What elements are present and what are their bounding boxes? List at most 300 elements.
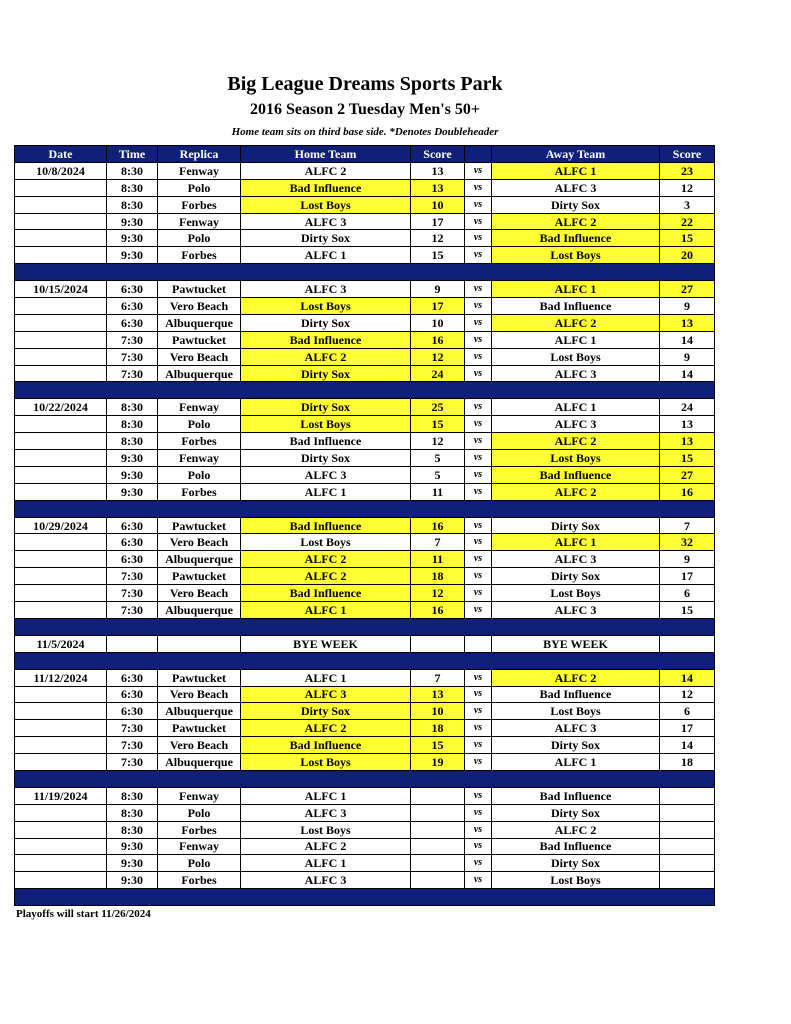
game-row	[15, 686, 715, 703]
home-team-cell: Dirty Sox	[241, 399, 411, 416]
vs-cell: vs	[465, 179, 492, 196]
game-row	[15, 568, 715, 585]
home-score-cell: 5	[411, 466, 465, 483]
home-score-cell: 12	[411, 230, 465, 247]
date-cell	[15, 314, 107, 331]
away-score-cell: 14	[660, 365, 715, 382]
replica-cell: Pawtucket	[158, 331, 241, 348]
away-score-cell	[660, 787, 715, 804]
vs-cell: vs	[465, 737, 492, 754]
away-score-cell: 6	[660, 703, 715, 720]
replica-cell: Polo	[158, 855, 241, 872]
time-cell: 8:30	[107, 162, 158, 179]
home-score-cell: 15	[411, 737, 465, 754]
away-score-cell: 16	[660, 483, 715, 500]
date-cell: 11/5/2024	[15, 635, 107, 652]
home-score-cell: 12	[411, 585, 465, 602]
vs-cell	[465, 635, 492, 652]
home-team-cell: Dirty Sox	[241, 365, 411, 382]
home-team-cell: Dirty Sox	[241, 703, 411, 720]
week-separator	[15, 264, 715, 281]
home-team-cell: ALFC 3	[241, 872, 411, 889]
time-cell: 7:30	[107, 365, 158, 382]
replica-cell: Vero Beach	[158, 737, 241, 754]
away-team-cell: Bad Influence	[492, 787, 660, 804]
replica-cell: Polo	[158, 466, 241, 483]
away-team-cell: Lost Boys	[492, 450, 660, 467]
schedule-table	[14, 145, 715, 906]
away-team-cell: ALFC 1	[492, 281, 660, 298]
game-row	[15, 585, 715, 602]
game-row	[15, 433, 715, 450]
home-team-cell: ALFC 2	[241, 162, 411, 179]
date-cell	[15, 483, 107, 500]
home-score-cell: 12	[411, 433, 465, 450]
col-replica: Replica	[158, 146, 241, 163]
date-cell: 10/22/2024	[15, 399, 107, 416]
away-score-cell: 9	[660, 298, 715, 315]
playoffs-note: Playoffs will start 11/26/2024	[16, 908, 151, 920]
away-score-cell: 14	[660, 331, 715, 348]
home-team-cell: ALFC 3	[241, 281, 411, 298]
home-team-cell: Bad Influence	[241, 433, 411, 450]
date-cell	[15, 196, 107, 213]
date-cell: 10/15/2024	[15, 281, 107, 298]
game-row	[15, 754, 715, 771]
date-cell	[15, 213, 107, 230]
game-row	[15, 838, 715, 855]
replica-cell: Albuquerque	[158, 602, 241, 619]
vs-cell: vs	[465, 433, 492, 450]
away-score-cell	[660, 821, 715, 838]
home-team-cell: ALFC 3	[241, 213, 411, 230]
away-score-cell: 13	[660, 314, 715, 331]
vs-cell: vs	[465, 196, 492, 213]
date-cell	[15, 230, 107, 247]
away-team-cell: Lost Boys	[492, 703, 660, 720]
replica-cell: Vero Beach	[158, 686, 241, 703]
away-team-cell: ALFC 3	[492, 720, 660, 737]
game-row	[15, 230, 715, 247]
away-score-cell: 3	[660, 196, 715, 213]
home-team-cell: Bad Influence	[241, 585, 411, 602]
away-score-cell: 7	[660, 517, 715, 534]
vs-cell: vs	[465, 213, 492, 230]
home-team-cell: Bad Influence	[241, 179, 411, 196]
away-score-cell: 32	[660, 534, 715, 551]
game-row	[15, 669, 715, 686]
away-team-cell: ALFC 2	[492, 669, 660, 686]
away-score-cell: 17	[660, 568, 715, 585]
home-team-cell: ALFC 1	[241, 247, 411, 264]
col-vs	[465, 146, 492, 163]
game-row	[15, 821, 715, 838]
vs-cell: vs	[465, 450, 492, 467]
home-score-cell: 13	[411, 686, 465, 703]
home-team-cell: Bad Influence	[241, 737, 411, 754]
separator-bar	[15, 652, 715, 669]
home-team-cell: Lost Boys	[241, 298, 411, 315]
replica-cell: Forbes	[158, 433, 241, 450]
away-score-cell: 9	[660, 348, 715, 365]
home-score-cell	[411, 635, 465, 652]
date-cell	[15, 179, 107, 196]
vs-cell: vs	[465, 534, 492, 551]
home-team-cell: ALFC 2	[241, 720, 411, 737]
time-cell: 8:30	[107, 433, 158, 450]
date-cell	[15, 348, 107, 365]
home-score-cell: 18	[411, 720, 465, 737]
replica-cell: Polo	[158, 230, 241, 247]
game-row	[15, 331, 715, 348]
time-cell: 7:30	[107, 348, 158, 365]
vs-cell: vs	[465, 298, 492, 315]
vs-cell: vs	[465, 230, 492, 247]
game-row	[15, 466, 715, 483]
vs-cell: vs	[465, 602, 492, 619]
time-cell: 7:30	[107, 602, 158, 619]
vs-cell: vs	[465, 703, 492, 720]
week-separator	[15, 770, 715, 787]
vs-cell: vs	[465, 162, 492, 179]
game-row	[15, 855, 715, 872]
game-row	[15, 416, 715, 433]
home-team-cell: ALFC 1	[241, 602, 411, 619]
separator-bar	[15, 500, 715, 517]
date-cell: 11/19/2024	[15, 787, 107, 804]
time-cell: 6:30	[107, 703, 158, 720]
away-score-cell: 18	[660, 754, 715, 771]
time-cell: 9:30	[107, 466, 158, 483]
time-cell: 6:30	[107, 517, 158, 534]
vs-cell: vs	[465, 331, 492, 348]
home-team-cell: Dirty Sox	[241, 230, 411, 247]
home-score-cell: 13	[411, 162, 465, 179]
time-cell: 9:30	[107, 483, 158, 500]
time-cell: 8:30	[107, 787, 158, 804]
home-score-cell: 15	[411, 416, 465, 433]
away-score-cell: 14	[660, 737, 715, 754]
time-cell: 6:30	[107, 314, 158, 331]
date-cell	[15, 365, 107, 382]
date-cell	[15, 754, 107, 771]
replica-cell: Fenway	[158, 838, 241, 855]
week-separator	[15, 618, 715, 635]
time-cell: 8:30	[107, 416, 158, 433]
date-cell	[15, 821, 107, 838]
home-team-cell: Lost Boys	[241, 534, 411, 551]
home-team-cell: Dirty Sox	[241, 314, 411, 331]
date-cell	[15, 534, 107, 551]
away-team-cell: ALFC 1	[492, 399, 660, 416]
col-home-score: Score	[411, 146, 465, 163]
vs-cell: vs	[465, 314, 492, 331]
away-team-cell: ALFC 3	[492, 551, 660, 568]
week-separator	[15, 652, 715, 669]
time-cell: 7:30	[107, 720, 158, 737]
time-cell	[107, 635, 158, 652]
home-team-cell: Lost Boys	[241, 821, 411, 838]
home-team-cell: ALFC 1	[241, 787, 411, 804]
page-title: Big League Dreams Sports Park	[227, 73, 503, 95]
date-cell: 10/29/2024	[15, 517, 107, 534]
replica-cell: Vero Beach	[158, 534, 241, 551]
replica-cell: Pawtucket	[158, 517, 241, 534]
replica-cell: Pawtucket	[158, 669, 241, 686]
separator-bar	[15, 889, 715, 906]
replica-cell: Albuquerque	[158, 551, 241, 568]
game-row	[15, 534, 715, 551]
header-row	[15, 146, 715, 163]
replica-cell: Albuquerque	[158, 314, 241, 331]
time-cell: 6:30	[107, 669, 158, 686]
away-team-cell: Dirty Sox	[492, 804, 660, 821]
away-score-cell	[660, 855, 715, 872]
home-score-cell	[411, 838, 465, 855]
home-score-cell: 5	[411, 450, 465, 467]
replica-cell: Vero Beach	[158, 585, 241, 602]
week-separator	[15, 889, 715, 906]
home-score-cell: 7	[411, 534, 465, 551]
date-cell	[15, 855, 107, 872]
home-score-cell: 9	[411, 281, 465, 298]
away-team-cell: Dirty Sox	[492, 737, 660, 754]
replica-cell: Forbes	[158, 872, 241, 889]
game-row	[15, 281, 715, 298]
away-team-cell: ALFC 2	[492, 314, 660, 331]
vs-cell: vs	[465, 686, 492, 703]
date-cell	[15, 331, 107, 348]
away-team-cell: ALFC 2	[492, 433, 660, 450]
vs-cell: vs	[465, 838, 492, 855]
date-cell	[15, 298, 107, 315]
away-score-cell: 12	[660, 686, 715, 703]
vs-cell: vs	[465, 416, 492, 433]
away-score-cell: 13	[660, 433, 715, 450]
vs-cell: vs	[465, 399, 492, 416]
time-cell: 6:30	[107, 281, 158, 298]
home-score-cell: 7	[411, 669, 465, 686]
time-cell: 7:30	[107, 754, 158, 771]
home-score-cell: 16	[411, 331, 465, 348]
away-team-cell: Dirty Sox	[492, 568, 660, 585]
separator-bar	[15, 382, 715, 399]
time-cell: 6:30	[107, 686, 158, 703]
game-row	[15, 720, 715, 737]
away-score-cell: 12	[660, 179, 715, 196]
home-score-cell: 11	[411, 483, 465, 500]
game-row	[15, 179, 715, 196]
home-score-cell: 13	[411, 179, 465, 196]
home-team-cell: Lost Boys	[241, 196, 411, 213]
home-score-cell: 25	[411, 399, 465, 416]
home-team-cell: ALFC 2	[241, 568, 411, 585]
away-score-cell: 14	[660, 669, 715, 686]
home-score-cell: 19	[411, 754, 465, 771]
replica-cell: Albuquerque	[158, 365, 241, 382]
home-team-cell: Bad Influence	[241, 331, 411, 348]
game-row	[15, 602, 715, 619]
game-row	[15, 314, 715, 331]
col-away-team: Away Team	[492, 146, 660, 163]
game-row	[15, 872, 715, 889]
replica-cell: Albuquerque	[158, 754, 241, 771]
home-score-cell: 17	[411, 298, 465, 315]
replica-cell: Forbes	[158, 247, 241, 264]
away-team-cell: ALFC 2	[492, 213, 660, 230]
home-score-cell: 16	[411, 517, 465, 534]
away-score-cell: 15	[660, 450, 715, 467]
time-cell: 7:30	[107, 737, 158, 754]
time-cell: 9:30	[107, 838, 158, 855]
date-cell	[15, 872, 107, 889]
date-cell	[15, 466, 107, 483]
home-team-cell: ALFC 3	[241, 466, 411, 483]
away-team-cell: ALFC 1	[492, 534, 660, 551]
vs-cell: vs	[465, 365, 492, 382]
date-cell	[15, 450, 107, 467]
away-team-cell: ALFC 3	[492, 179, 660, 196]
away-score-cell: 20	[660, 247, 715, 264]
date-cell	[15, 585, 107, 602]
schedule-note: Home team sits on third base side. *Denotes Doubleheader	[231, 126, 499, 138]
date-cell	[15, 247, 107, 264]
home-score-cell	[411, 787, 465, 804]
replica-cell: Fenway	[158, 399, 241, 416]
away-team-cell: Dirty Sox	[492, 517, 660, 534]
home-score-cell: 17	[411, 213, 465, 230]
game-row	[15, 551, 715, 568]
col-date: Date	[15, 146, 107, 163]
replica-cell: Forbes	[158, 483, 241, 500]
date-cell	[15, 737, 107, 754]
away-team-cell: ALFC 2	[492, 483, 660, 500]
game-row	[15, 703, 715, 720]
vs-cell: vs	[465, 787, 492, 804]
time-cell: 9:30	[107, 230, 158, 247]
home-team-cell: ALFC 1	[241, 855, 411, 872]
time-cell: 8:30	[107, 821, 158, 838]
home-team-cell: ALFC 2	[241, 838, 411, 855]
date-cell	[15, 804, 107, 821]
time-cell: 8:30	[107, 196, 158, 213]
date-cell	[15, 720, 107, 737]
replica-cell: Fenway	[158, 162, 241, 179]
game-row	[15, 162, 715, 179]
home-score-cell: 10	[411, 703, 465, 720]
separator-bar	[15, 770, 715, 787]
date-cell	[15, 551, 107, 568]
home-team-cell: ALFC 2	[241, 348, 411, 365]
game-row	[15, 213, 715, 230]
game-row	[15, 298, 715, 315]
game-row	[15, 348, 715, 365]
away-team-cell: ALFC 1	[492, 162, 660, 179]
replica-cell: Fenway	[158, 450, 241, 467]
away-score-cell	[660, 872, 715, 889]
vs-cell: vs	[465, 517, 492, 534]
away-score-cell	[660, 838, 715, 855]
away-team-cell: Bad Influence	[492, 466, 660, 483]
date-cell	[15, 686, 107, 703]
vs-cell: vs	[465, 669, 492, 686]
date-cell	[15, 703, 107, 720]
away-score-cell: 24	[660, 399, 715, 416]
replica-cell: Polo	[158, 416, 241, 433]
home-team-cell: ALFC 3	[241, 686, 411, 703]
bye-row	[15, 635, 715, 652]
week-separator	[15, 382, 715, 399]
vs-cell: vs	[465, 281, 492, 298]
away-team-cell: Bad Influence	[492, 686, 660, 703]
home-score-cell	[411, 872, 465, 889]
away-score-cell: 27	[660, 466, 715, 483]
time-cell: 8:30	[107, 804, 158, 821]
vs-cell: vs	[465, 348, 492, 365]
away-team-cell: Dirty Sox	[492, 196, 660, 213]
away-score-cell: 15	[660, 230, 715, 247]
home-score-cell	[411, 855, 465, 872]
away-score-cell	[660, 635, 715, 652]
replica-cell: Fenway	[158, 213, 241, 230]
date-cell	[15, 602, 107, 619]
home-team-cell: ALFC 3	[241, 804, 411, 821]
time-cell: 9:30	[107, 213, 158, 230]
away-team-cell: Lost Boys	[492, 247, 660, 264]
col-away-score: Score	[660, 146, 715, 163]
replica-cell: Forbes	[158, 196, 241, 213]
away-score-cell: 23	[660, 162, 715, 179]
home-score-cell: 24	[411, 365, 465, 382]
game-row	[15, 399, 715, 416]
vs-cell: vs	[465, 872, 492, 889]
time-cell: 9:30	[107, 855, 158, 872]
home-team-cell: Lost Boys	[241, 416, 411, 433]
replica-cell: Pawtucket	[158, 720, 241, 737]
away-score-cell: 15	[660, 602, 715, 619]
vs-cell: vs	[465, 754, 492, 771]
date-cell	[15, 416, 107, 433]
date-cell	[15, 433, 107, 450]
away-team-cell: ALFC 3	[492, 416, 660, 433]
schedule-body	[15, 162, 715, 905]
away-score-cell: 13	[660, 416, 715, 433]
away-score-cell	[660, 804, 715, 821]
away-score-cell: 9	[660, 551, 715, 568]
home-team-cell: ALFC 2	[241, 551, 411, 568]
away-score-cell: 17	[660, 720, 715, 737]
date-cell: 10/8/2024	[15, 162, 107, 179]
time-cell: 6:30	[107, 298, 158, 315]
home-score-cell	[411, 821, 465, 838]
away-team-cell: Bad Influence	[492, 298, 660, 315]
replica-cell: Vero Beach	[158, 348, 241, 365]
time-cell: 7:30	[107, 568, 158, 585]
time-cell: 6:30	[107, 551, 158, 568]
replica-cell: Fenway	[158, 787, 241, 804]
game-row	[15, 483, 715, 500]
game-row	[15, 804, 715, 821]
away-team-cell: ALFC 3	[492, 602, 660, 619]
separator-bar	[15, 264, 715, 281]
home-score-cell	[411, 804, 465, 821]
away-team-cell: BYE WEEK	[492, 635, 660, 652]
vs-cell: vs	[465, 247, 492, 264]
away-score-cell: 6	[660, 585, 715, 602]
home-score-cell: 16	[411, 602, 465, 619]
time-cell: 8:30	[107, 179, 158, 196]
game-row	[15, 196, 715, 213]
